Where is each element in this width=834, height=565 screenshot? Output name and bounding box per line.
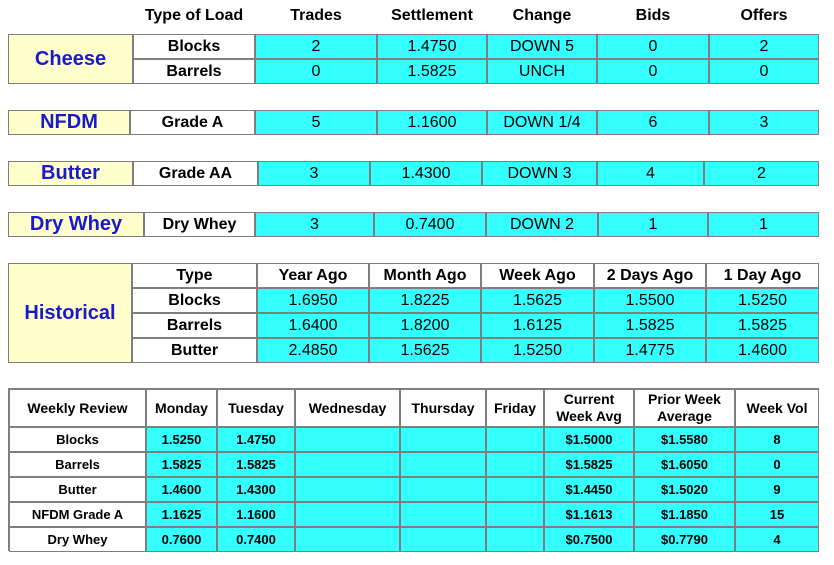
weekly-cell [486,477,544,502]
historical-header-2-days-ago: 2 Days Ago [594,263,706,288]
weekly-cell: 1.5825 [217,452,295,477]
weekly-cell [400,477,486,502]
weekly-cell [486,427,544,452]
weekly-cell [295,502,400,527]
weekly-cell: $1.4450 [544,477,634,502]
cheese-barrels-settlement: 1.5825 [377,59,487,84]
product-label-butter: Butter [8,161,133,186]
weekly-header-weekly-review: Weekly Review [9,389,146,427]
weekly-cell: 0 [735,452,819,477]
weekly-cell: $1.5580 [634,427,735,452]
cheese-barrels-change: UNCH [487,59,597,84]
weekly-product-label: Butter [9,477,146,502]
weekly-cell: 0.7400 [217,527,295,552]
nfdm-trades: 5 [255,110,377,135]
cheese-blocks-offers: 2 [709,34,819,59]
historical-blocks-week-ago: 1.5625 [481,288,594,313]
nfdm-offers: 3 [709,110,819,135]
cheese-barrels-offers: 0 [709,59,819,84]
historical-header-1-day-ago: 1 Day Ago [706,263,819,288]
historical-blocks-month-ago: 1.8225 [369,288,481,313]
nfdm-change: DOWN 1/4 [487,110,597,135]
nfdm-bids: 6 [597,110,709,135]
weekly-header-tuesday: Tuesday [217,389,295,427]
cheese-type-barrels: Barrels [133,59,255,84]
butter-change: DOWN 3 [482,161,597,186]
nfdm-type: Grade A [130,110,255,135]
weekly-cell: $1.5000 [544,427,634,452]
weekly-cell: 1.4750 [217,427,295,452]
weekly-cell: $1.5020 [634,477,735,502]
weekly-cell [295,427,400,452]
weekly-cell: 9 [735,477,819,502]
weekly-cell: 0.7600 [146,527,217,552]
weekly-header-current-week-avg: Current Week Avg [544,389,634,427]
weekly-cell: 15 [735,502,819,527]
weekly-cell [486,527,544,552]
weekly-cell: 1.4600 [146,477,217,502]
historical-type-butter: Butter [132,338,257,363]
historical-type-blocks: Blocks [132,288,257,313]
historical-barrels-1-day-ago: 1.5825 [706,313,819,338]
weekly-cell: 1.1625 [146,502,217,527]
historical-blocks-1-day-ago: 1.5250 [706,288,819,313]
historical-barrels-month-ago: 1.8200 [369,313,481,338]
weekly-cell [295,527,400,552]
historical-header-year-ago: Year Ago [257,263,369,288]
weekly-header-prior-week-average: Prior Week Average [634,389,735,427]
weekly-cell [400,427,486,452]
dry-whey-settlement: 0.7400 [374,212,486,237]
weekly-cell: $1.1613 [544,502,634,527]
weekly-cell: 1.5825 [146,452,217,477]
dry-whey-change: DOWN 2 [486,212,598,237]
weekly-header-thursday: Thursday [400,389,486,427]
cheese-barrels-bids: 0 [597,59,709,84]
weekly-product-label: Dry Whey [9,527,146,552]
product-label-cheese: Cheese [8,34,133,84]
weekly-cell: $0.7790 [634,527,735,552]
weekly-cell [400,452,486,477]
cheese-blocks-bids: 0 [597,34,709,59]
weekly-cell [486,502,544,527]
butter-trades: 3 [258,161,370,186]
header-trades: Trades [290,7,342,24]
historical-type-barrels: Barrels [132,313,257,338]
cheese-blocks-change: DOWN 5 [487,34,597,59]
weekly-cell [295,452,400,477]
historical-header-week-ago: Week Ago [481,263,594,288]
weekly-header-friday: Friday [486,389,544,427]
header-bids: Bids [635,7,671,24]
cheese-blocks-trades: 2 [255,34,377,59]
dry-whey-type: Dry Whey [144,212,255,237]
weekly-header-week-vol: Week Vol [735,389,819,427]
historical-butter-month-ago: 1.5625 [369,338,481,363]
header-settlement: Settlement [391,7,473,24]
weekly-cell: 4 [735,527,819,552]
historical-barrels-2-days-ago: 1.5825 [594,313,706,338]
weekly-product-label: Barrels [9,452,146,477]
historical-butter-1-day-ago: 1.4600 [706,338,819,363]
nfdm-settlement: 1.1600 [377,110,487,135]
weekly-cell: 1.5250 [146,427,217,452]
weekly-cell: 8 [735,427,819,452]
weekly-cell: 1.1600 [217,502,295,527]
product-label-dry-whey: Dry Whey [8,212,144,237]
cheese-barrels-trades: 0 [255,59,377,84]
weekly-cell: $1.1850 [634,502,735,527]
historical-butter-2-days-ago: 1.4775 [594,338,706,363]
header-change: Change [512,7,572,24]
weekly-header-wednesday: Wednesday [295,389,400,427]
butter-bids: 4 [597,161,704,186]
historical-blocks-2-days-ago: 1.5500 [594,288,706,313]
historical-blocks-year-ago: 1.6950 [257,288,369,313]
butter-offers: 2 [704,161,819,186]
weekly-cell: $0.7500 [544,527,634,552]
historical-label: Historical [8,263,132,363]
weekly-product-label: Blocks [9,427,146,452]
historical-butter-year-ago: 2.4850 [257,338,369,363]
butter-settlement: 1.4300 [370,161,482,186]
historical-barrels-week-ago: 1.6125 [481,313,594,338]
historical-butter-week-ago: 1.5250 [481,338,594,363]
weekly-cell: 1.4300 [217,477,295,502]
weekly-cell [400,527,486,552]
weekly-cell: $1.5825 [544,452,634,477]
historical-header-month-ago: Month Ago [369,263,481,288]
weekly-cell [486,452,544,477]
weekly-cell: $1.6050 [634,452,735,477]
header-type-of-load: Type of Load [144,7,244,24]
weekly-review-table [8,388,819,551]
cheese-type-blocks: Blocks [133,34,255,59]
weekly-product-label: NFDM Grade A [9,502,146,527]
dry-whey-offers: 1 [708,212,819,237]
cheese-blocks-settlement: 1.4750 [377,34,487,59]
weekly-cell [295,477,400,502]
dry-whey-trades: 3 [255,212,374,237]
weekly-header-monday: Monday [146,389,217,427]
butter-type: Grade AA [133,161,258,186]
product-label-nfdm: NFDM [8,110,130,135]
dry-whey-bids: 1 [598,212,708,237]
weekly-cell [400,502,486,527]
header-offers: Offers [740,7,788,24]
historical-header-type: Type [132,263,257,288]
historical-barrels-year-ago: 1.6400 [257,313,369,338]
